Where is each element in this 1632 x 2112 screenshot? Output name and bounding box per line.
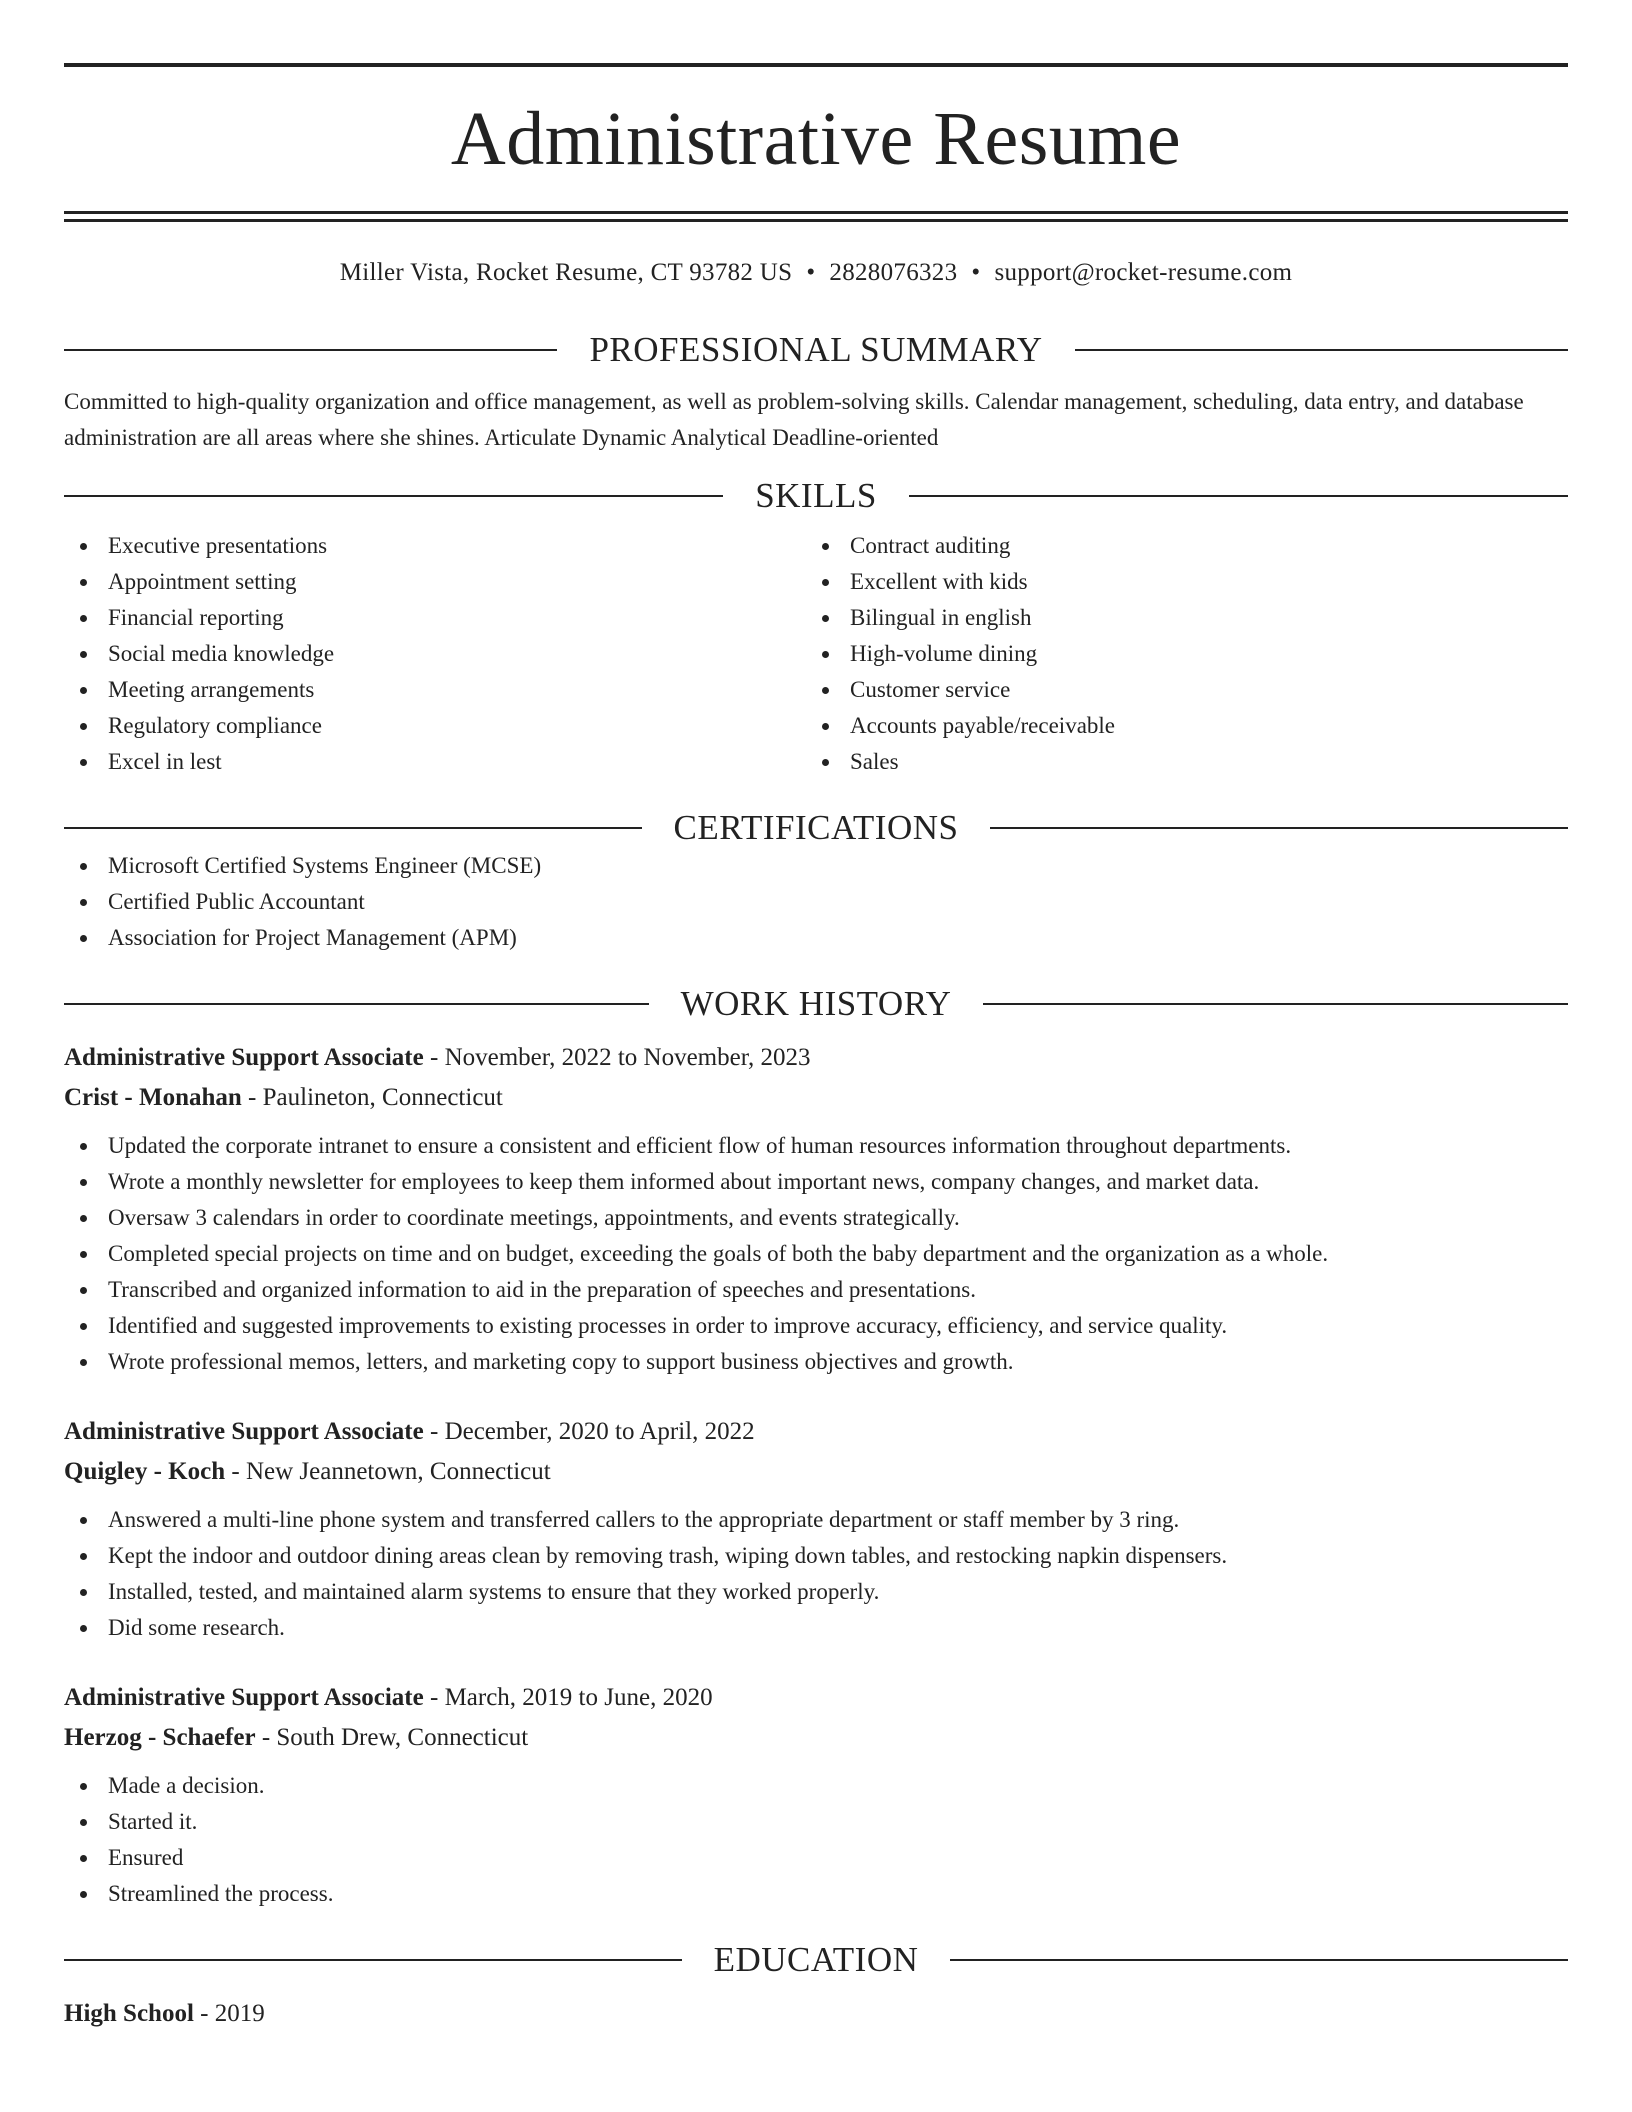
- contact-separator: •: [971, 259, 981, 286]
- certification-item: Microsoft Certified Systems Engineer (MCSE): [64, 848, 1568, 884]
- section-rule: [990, 827, 1568, 829]
- job-duty-item: Updated the corporate intranet to ensure a consistent and efficient flow of human resources information throughout departments.: [64, 1128, 1568, 1164]
- certification-item: Certified Public Accountant: [64, 884, 1568, 920]
- section-title-certifications: CERTIFICATIONS: [673, 808, 959, 847]
- section-rule: [64, 1959, 682, 1961]
- job-duties-list: [64, 1502, 1568, 1646]
- job-entry: [64, 1678, 1568, 1912]
- job-company-line: [64, 1718, 1568, 1758]
- job-duty-item: Transcribed and organized information to aid in the preparation of speeches and presentations.: [64, 1272, 1568, 1308]
- job-duty-item: Streamlined the process.: [64, 1876, 1568, 1912]
- job-dates: December, 2020 to April, 2022: [444, 1418, 755, 1445]
- certifications-list: [64, 848, 1568, 956]
- job-title: Administrative Support Associate: [64, 1418, 424, 1445]
- skill-item: Financial reporting: [64, 600, 806, 636]
- skills-list: [64, 528, 1568, 780]
- section-title-skills: SKILLS: [755, 476, 877, 515]
- dash: -: [193, 2000, 215, 2027]
- resume-page: [64, 0, 1568, 2034]
- job-title: Administrative Support Associate: [64, 1684, 424, 1711]
- job-duty-item: Did some research.: [64, 1610, 1568, 1646]
- top-rule: [64, 63, 1568, 67]
- skill-item: Customer service: [806, 672, 1548, 708]
- contact-separator: •: [806, 259, 816, 286]
- skill-item: Meeting arrangements: [64, 672, 806, 708]
- skill-item: Regulatory compliance: [64, 708, 806, 744]
- education-year: 2019: [214, 2000, 265, 2027]
- section-header-education: [64, 1940, 1568, 1980]
- job-duty-item: Wrote a monthly newsletter for employees to keep them informed about important news, company changes, and market data.: [64, 1164, 1568, 1200]
- job-duty-item: Kept the indoor and outdoor dining areas clean by removing trash, wiping down tables, and restocking napkin dispensers.: [64, 1538, 1568, 1574]
- skill-item: Excellent with kids: [806, 564, 1548, 600]
- job-title-line: [64, 1038, 1568, 1078]
- skill-item: Appointment setting: [64, 564, 806, 600]
- job-title: Administrative Support Associate: [64, 1044, 424, 1071]
- job-duty-item: Oversaw 3 calendars in order to coordinate meetings, appointments, and events strategically.: [64, 1200, 1568, 1236]
- job-title-line: [64, 1412, 1568, 1452]
- section-header-summary: [64, 330, 1568, 370]
- job-company: Quigley - Koch: [64, 1458, 226, 1485]
- dash: -: [423, 1418, 445, 1445]
- section-header-skills: [64, 476, 1568, 516]
- job-duty-item: Started it.: [64, 1804, 1568, 1840]
- job-duties-list: [64, 1128, 1568, 1380]
- job-duty-item: Made a decision.: [64, 1768, 1568, 1804]
- job-duty-item: Ensured: [64, 1840, 1568, 1876]
- job-duty-item: Answered a multi-line phone system and transferred callers to the appropriate department or staff member by 3 ring.: [64, 1502, 1568, 1538]
- job-entry: [64, 1412, 1568, 1646]
- job-company-line: [64, 1452, 1568, 1492]
- section-title-summary: PROFESSIONAL SUMMARY: [589, 330, 1043, 369]
- job-location: New Jeannetown, Connecticut: [245, 1458, 551, 1485]
- dash: -: [423, 1684, 445, 1711]
- dash: -: [255, 1724, 277, 1751]
- section-title-education: EDUCATION: [713, 1940, 919, 1979]
- education-degree: High School: [64, 2000, 194, 2027]
- education-entry: [64, 1994, 1568, 2034]
- section-rule: [1075, 349, 1568, 351]
- skill-item: Executive presentations: [64, 528, 806, 564]
- skill-item: Social media knowledge: [64, 636, 806, 672]
- page-title: Administrative Resume: [450, 97, 1182, 181]
- skill-item: Sales: [806, 744, 1548, 780]
- job-title-line: [64, 1678, 1568, 1718]
- contact-line: [64, 258, 1568, 288]
- section-title-work-history: WORK HISTORY: [680, 984, 952, 1023]
- section-rule: [909, 495, 1568, 497]
- title-double-rule: [64, 211, 1568, 222]
- job-company: Crist - Monahan: [64, 1084, 242, 1111]
- skill-item: Contract auditing: [806, 528, 1548, 564]
- dash: -: [241, 1084, 263, 1111]
- section-rule: [64, 495, 723, 497]
- job-entry: [64, 1038, 1568, 1380]
- section-rule: [950, 1959, 1568, 1961]
- job-duty-item: Installed, tested, and maintained alarm systems to ensure that they worked properly.: [64, 1574, 1568, 1610]
- job-dates: November, 2022 to November, 2023: [444, 1044, 811, 1071]
- skill-item: High-volume dining: [806, 636, 1548, 672]
- section-rule: [64, 827, 642, 829]
- skills-column-left: [64, 528, 806, 780]
- job-duties-list: [64, 1768, 1568, 1912]
- contact-address: Miller Vista, Rocket Resume, CT 93782 US: [339, 259, 793, 286]
- summary-text: Committed to high-quality organization and office management, as well as problem-solving skills. Calendar management, scheduling, data entry, and database administration are all areas where she shines. Articulate Dynamic Analytical Deadline-oriented: [64, 389, 1524, 450]
- job-company: Herzog - Schaefer: [64, 1724, 256, 1751]
- section-rule: [64, 349, 557, 351]
- section-header-certifications: [64, 808, 1568, 848]
- job-location: South Drew, Connecticut: [276, 1724, 529, 1751]
- skill-item: Excel in lest: [64, 744, 806, 780]
- section-rule: [983, 1003, 1568, 1005]
- skills-column-right: [806, 528, 1548, 780]
- contact-email: support@rocket-resume.com: [994, 259, 1293, 286]
- job-duty-item: Identified and suggested improvements to existing processes in order to improve accuracy, efficiency, and service quality.: [64, 1308, 1568, 1344]
- dash: -: [225, 1458, 246, 1485]
- job-duty-item: Wrote professional memos, letters, and marketing copy to support business objectives and growth.: [64, 1344, 1568, 1380]
- certification-item: Association for Project Management (APM): [64, 920, 1568, 956]
- job-company-line: [64, 1078, 1568, 1118]
- dash: -: [423, 1044, 445, 1071]
- section-rule: [64, 1003, 649, 1005]
- section-header-work-history: [64, 984, 1568, 1024]
- skill-item: Accounts payable/receivable: [806, 708, 1548, 744]
- skill-item: Bilingual in english: [806, 600, 1548, 636]
- job-dates: March, 2019 to June, 2020: [444, 1684, 713, 1711]
- job-duty-item: Completed special projects on time and on budget, exceeding the goals of both the baby department and the organization as a whole.: [64, 1236, 1568, 1272]
- contact-phone: 2828076323: [829, 259, 958, 286]
- job-location: Paulineton, Connecticut: [262, 1084, 503, 1111]
